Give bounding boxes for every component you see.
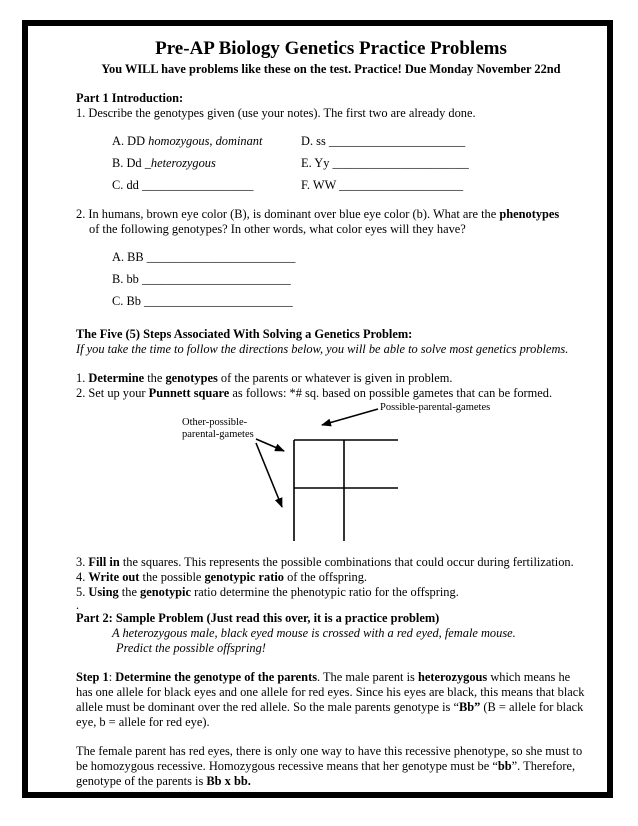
genotype-item: A. DD homozygous, dominant <box>112 134 263 148</box>
worksheet <box>76 38 586 789</box>
genotype-item: F. WW ____________________ <box>301 178 464 192</box>
genotype-row <box>112 171 586 193</box>
genotype-item: D. ss ______________________ <box>301 134 466 148</box>
question-2: 2. In humans, brown eye color (B), is dominant over blue eye color (b). What are the phenotypes <box>76 207 560 221</box>
question-2-line2: of the following genotypes? In other words, what color eyes will they have? <box>89 222 466 236</box>
sample-problem-line2: Predict the possible offspring! <box>116 641 266 655</box>
question-1: 1. Describe the genotypes given (use your notes). The first two are already done. <box>76 106 476 120</box>
label-other-gametes-1: Other-possible- <box>182 417 248 428</box>
steps-intro: If you take the time to follow the directions below, you will be able to solve most genetics problems. <box>76 342 569 356</box>
genotype-list <box>76 127 586 193</box>
page-subtitle: You WILL have problems like these on the test. Practice! Due Monday November 22nd <box>101 62 561 76</box>
label-other-gametes-2: parental-gametes <box>182 429 254 440</box>
step-5: 5. Using the genotypic ratio determine the phenotypic ratio for the offspring. <box>76 585 459 599</box>
punnett-square-drawing <box>76 403 586 551</box>
phenotype-list <box>76 243 586 309</box>
genotype-row <box>112 127 586 149</box>
step-4: 4. Write out the possible genotypic ratio of the offspring. <box>76 570 368 584</box>
stray-dot: . <box>76 598 80 612</box>
phenotype-item: A. BB ________________________ <box>112 250 296 264</box>
label-possible-gametes: Possible-parental-gametes <box>380 402 491 413</box>
phenotype-item: C. Bb ________________________ <box>112 294 293 308</box>
genotype-item: C. dd __________________ <box>112 178 254 192</box>
step-1: 1. Determine the genotypes of the parents or whatever is given in problem. <box>76 371 453 385</box>
page-title: Pre-AP Biology Genetics Practice Problems <box>155 38 507 59</box>
punnett-diagram <box>76 403 586 551</box>
genotype-item: E. Yy ______________________ <box>301 156 469 170</box>
genotype-item: B. Dd _heterozygous <box>112 156 216 170</box>
part1-heading: Part 1 Introduction: <box>76 91 184 105</box>
part2-heading: Part 2: Sample Problem (Just read this over, it is a practice problem) <box>76 611 440 625</box>
sample-step-1: Step 1: Determine the genotype of the parents. The male parent is heterozygous which means he has one allele for black eyes and one allele for red eyes. Since his eyes are black, this means that black allele must be dominant over the red allele. So the male parents genotype is “Bb” (B = allele for black eye, b = allele for red eye). <box>76 670 585 729</box>
step-3: 3. Fill in the squares. This represents the possible combinations that could occur during fertilization. <box>76 555 574 569</box>
female-parent-paragraph: The female parent has red eyes, there is only one way to have this recessive phenotype, so she must to be homozygous recessive. Homozygous recessive means that her genotype must be “bb”. Therefore, genotype of the parents is Bb x bb. <box>76 744 583 788</box>
phenotype-item: B. bb ________________________ <box>112 272 291 286</box>
steps-heading: The Five (5) Steps Associated With Solving a Genetics Problem: <box>76 327 413 341</box>
sample-problem-line1: A heterozygous male, black eyed mouse is crossed with a red eyed, female mouse. <box>112 626 516 640</box>
genotype-row <box>112 149 586 171</box>
step-2: 2. Set up your Punnett square as follows: *# sq. based on possible gametes that can be formed. <box>76 386 553 400</box>
